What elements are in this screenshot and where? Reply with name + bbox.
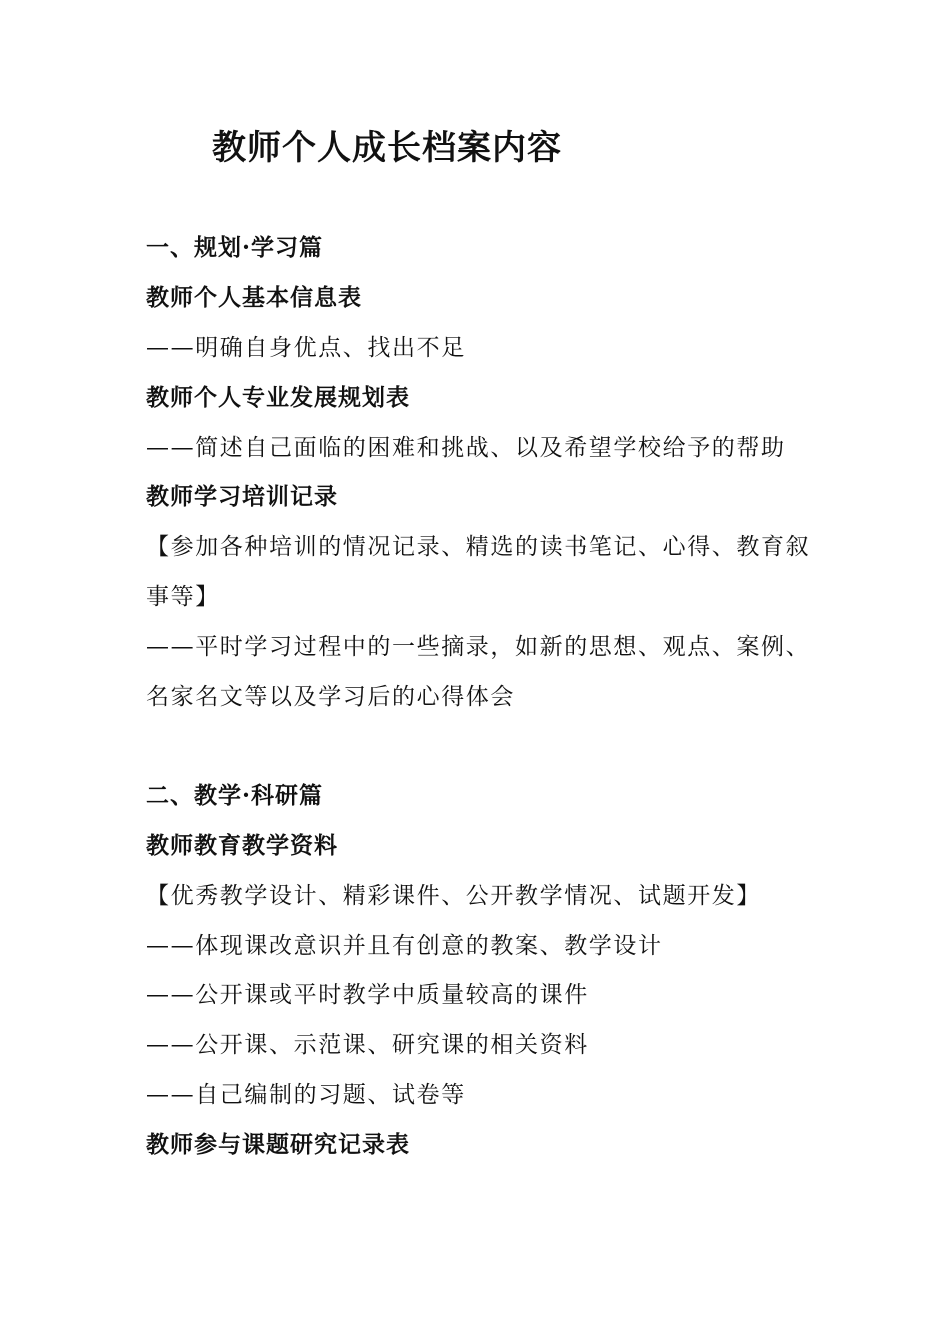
section2-item1-desc1: ——体现课改意识并且有创意的教案、教学设计	[146, 933, 663, 959]
section2-heading: 二、教学·科研篇	[146, 782, 324, 809]
section1-item1-desc: ——明确自身优点、找出不足	[146, 335, 466, 361]
section1-item3-desc-line1: ——平时学习过程中的一些摘录，如新的思想、观点、案例、	[146, 634, 811, 660]
section1-heading: 一、规划·学习篇	[146, 234, 324, 261]
section2-item1-title: 教师教育教学资料	[146, 832, 338, 859]
section2-item1-desc4: ——自己编制的习题、试卷等	[146, 1082, 466, 1108]
section1-item3-desc-line2: 名家名文等以及学习后的心得体会	[146, 684, 515, 710]
document-title: 教师个人成长档案内容	[212, 128, 562, 168]
section1-item3-note-line1: 【参加各种培训的情况记录、精选的读书笔记、心得、教育叙	[146, 534, 811, 560]
section2-item1-note: 【优秀教学设计、精彩课件、公开教学情况、试题开发】	[146, 883, 761, 909]
section1-item2-title: 教师个人专业发展规划表	[146, 384, 410, 411]
section2-item2-title: 教师参与课题研究记录表	[146, 1131, 410, 1158]
section2-item1-desc2: ——公开课或平时教学中质量较高的课件	[146, 982, 589, 1008]
section1-item3-note-line2: 事等】	[146, 584, 220, 610]
section1-item1-title: 教师个人基本信息表	[146, 284, 362, 311]
section2-item1-desc3: ——公开课、示范课、研究课的相关资料	[146, 1032, 589, 1058]
section1-item3-title: 教师学习培训记录	[146, 483, 338, 510]
section1-item2-desc: ——简述自己面临的困难和挑战、以及希望学校给予的帮助	[146, 435, 786, 461]
